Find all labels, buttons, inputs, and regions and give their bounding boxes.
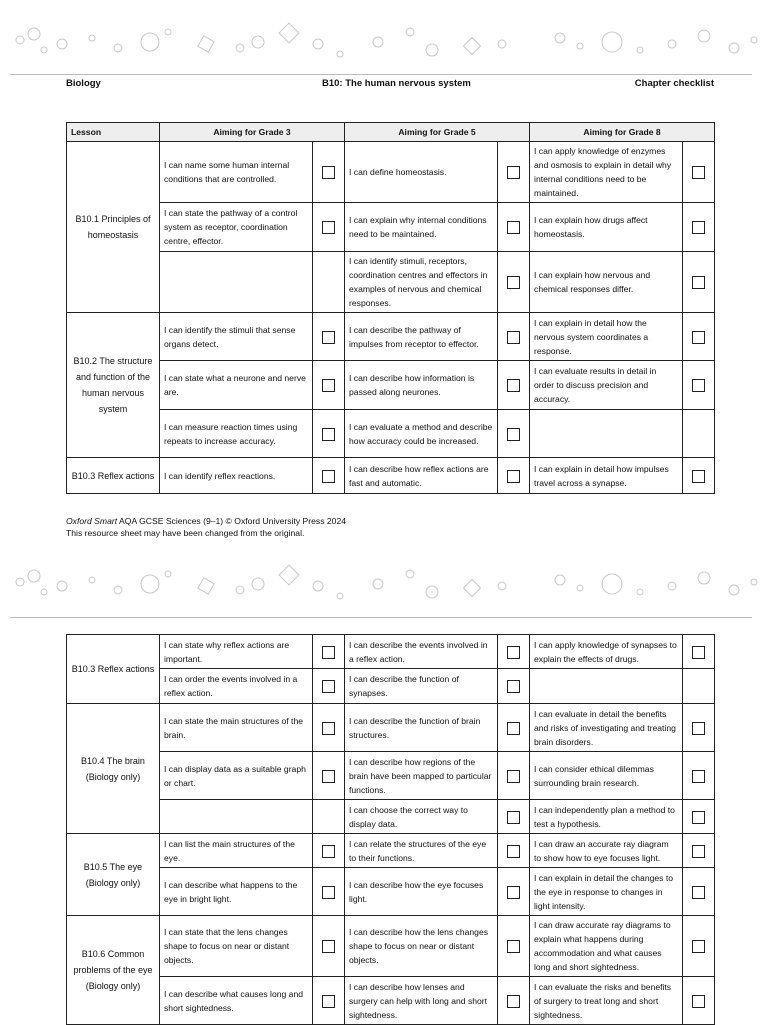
checkbox[interactable] (322, 995, 335, 1008)
table-row (67, 752, 715, 800)
checkbox[interactable] (692, 722, 705, 735)
grade3-statement: I can describe what happens to the eye in bright light. (160, 868, 313, 916)
grade3-statement (160, 252, 313, 313)
table-row (67, 635, 715, 669)
bubble-pattern-icon (0, 14, 768, 74)
grade5-statement: I can describe how regions of the brain have been mapped to particular functions. (345, 752, 498, 800)
table-row (67, 410, 715, 458)
checkbox[interactable] (322, 886, 335, 899)
checkbox[interactable] (692, 276, 705, 289)
checkbox[interactable] (507, 886, 520, 899)
doc-type-label: Chapter checklist (634, 78, 714, 89)
checkbox[interactable] (507, 845, 520, 858)
checkbox[interactable] (507, 811, 520, 824)
grade5-statement: I can explain why internal conditions need to be maintained. (345, 203, 498, 252)
checkbox[interactable] (507, 646, 520, 659)
grade5-statement: I can relate the structures of the eye to their functions. (345, 834, 498, 868)
grade3-statement: I can measure reaction times using repeats to increase accuracy. (160, 410, 313, 458)
grade8-statement: I can explain how nervous and chemical responses differ. (530, 252, 683, 313)
checklist-table-page1 (66, 122, 715, 494)
lesson-cell: B10.3 Reflex actions (67, 635, 160, 704)
checkbox[interactable] (692, 331, 705, 344)
grade3-statement: I can state that the lens changes shape to focus on near or distant objects. (160, 916, 313, 977)
grade8-statement: I can explain in detail the changes to the eye in response to changes in light intensity. (530, 868, 683, 916)
grade8-statement: I can apply knowledge of synapses to explain the effects of drugs. (530, 635, 683, 669)
table-row (67, 142, 715, 203)
checkbox[interactable] (322, 379, 335, 392)
grade8-statement: I can evaluate results in detail in order to discuss precision and accuracy. (530, 361, 683, 410)
grade8-statement (530, 410, 683, 458)
table-row (67, 669, 715, 704)
grade8-statement: I can draw accurate ray diagrams to explain what happens during accommodation and what causes long and short sightedness. (530, 916, 683, 977)
checkbox[interactable] (507, 276, 520, 289)
checkbox[interactable] (692, 646, 705, 659)
grade3-statement: I can state why reflex actions are important. (160, 635, 313, 669)
section-rule (10, 617, 752, 618)
grade5-statement: I can describe the events involved in a reflex action. (345, 635, 498, 669)
grade3-statement: I can describe what causes long and short sightedness. (160, 977, 313, 1025)
lesson-column-header: Lesson (67, 123, 160, 142)
checkbox[interactable] (692, 770, 705, 783)
table-header-row (67, 123, 715, 142)
grade8-statement: I can evaluate in detail the benefits and risks of investigating and treating brain disorders. (530, 704, 683, 752)
grade5-statement: I can choose the correct way to display data. (345, 800, 498, 834)
checkbox[interactable] (692, 845, 705, 858)
grade3-statement: I can order the events involved in a reflex action. (160, 669, 313, 704)
grade8-statement: I can consider ethical dilemmas surrounding brain research. (530, 752, 683, 800)
checkbox[interactable] (322, 428, 335, 441)
checklist-table-page2 (66, 634, 715, 1025)
checkbox[interactable] (507, 221, 520, 234)
checkbox[interactable] (322, 166, 335, 179)
grade5-statement: I can describe how reflex actions are fast and automatic. (345, 458, 498, 494)
subject-label: Biology (66, 78, 101, 89)
checkbox[interactable] (507, 722, 520, 735)
checkbox[interactable] (322, 845, 335, 858)
bubble-pattern-icon (0, 556, 768, 616)
checkbox[interactable] (322, 940, 335, 953)
table-row (67, 313, 715, 361)
checkbox[interactable] (507, 428, 520, 441)
grade3-column-header: Aiming for Grade 3 (160, 123, 345, 142)
grade5-statement: I can describe how lenses and surgery can help with long and short sightedness. (345, 977, 498, 1025)
checkbox[interactable] (692, 470, 705, 483)
checkbox[interactable] (692, 811, 705, 824)
grade5-statement: I can describe how the lens changes shape to focus on near or distant objects. (345, 916, 498, 977)
checkbox[interactable] (692, 379, 705, 392)
publisher-text: AQA GCSE Sciences (9–1) © Oxford University Press 2024 (117, 516, 347, 526)
grade5-column-header: Aiming for Grade 5 (345, 123, 530, 142)
change-notice: This resource sheet may have been changed from the original. (66, 528, 305, 538)
grade3-statement: I can name some human internal conditions that are controlled. (160, 142, 313, 203)
grade5-statement: I can describe how the eye focuses light. (345, 868, 498, 916)
table-row (67, 252, 715, 313)
lesson-cell: B10.1 Principles of homeostasis (67, 142, 160, 313)
checkbox[interactable] (507, 995, 520, 1008)
checkbox[interactable] (507, 379, 520, 392)
table-row (67, 203, 715, 252)
header-rule (10, 74, 752, 75)
checkbox[interactable] (322, 722, 335, 735)
grade5-statement: I can describe the function of brain structures. (345, 704, 498, 752)
grade8-statement: I can explain in detail how impulses travel across a synapse. (530, 458, 683, 494)
grade8-statement: I can explain in detail how the nervous system coordinates a response. (530, 313, 683, 361)
checkbox[interactable] (322, 221, 335, 234)
table-row (67, 458, 715, 494)
grade3-statement: I can identify the stimuli that sense organs detect. (160, 313, 313, 361)
checkbox[interactable] (692, 995, 705, 1008)
grade8-statement: I can evaluate the risks and benefits of surgery to treat long and short sightedness. (530, 977, 683, 1025)
grade3-statement (160, 800, 313, 834)
checkbox[interactable] (692, 166, 705, 179)
table-row (67, 834, 715, 868)
grade3-statement: I can state what a neurone and nerve are. (160, 361, 313, 410)
grade8-statement: I can draw an accurate ray diagram to show how to eye focuses light. (530, 834, 683, 868)
checkbox[interactable] (692, 940, 705, 953)
checkbox[interactable] (507, 680, 520, 693)
checkbox[interactable] (507, 940, 520, 953)
grade8-column-header: Aiming for Grade 8 (530, 123, 715, 142)
table-row (67, 977, 715, 1025)
table-row (67, 704, 715, 752)
lesson-cell: B10.4 The brain (Biology only) (67, 704, 160, 834)
grade8-statement: I can independently plan a method to test a hypothesis. (530, 800, 683, 834)
checkbox[interactable] (507, 166, 520, 179)
checkbox[interactable] (322, 680, 335, 693)
decorative-bubble-band-top (0, 14, 768, 74)
checkbox[interactable] (507, 331, 520, 344)
table-row (67, 916, 715, 977)
chapter-title: B10: The human nervous system (322, 78, 471, 89)
publisher-brand: Oxford Smart (66, 516, 118, 526)
checkbox[interactable] (322, 770, 335, 783)
grade5-statement: I can define homeostasis. (345, 142, 498, 203)
lesson-cell: B10.5 The eye (Biology only) (67, 834, 160, 916)
checkbox[interactable] (692, 886, 705, 899)
lesson-cell: B10.6 Common problems of the eye (Biology only) (67, 916, 160, 1025)
checkbox[interactable] (322, 646, 335, 659)
grade5-statement: I can identify stimuli, receptors, coordination centres and effectors in examples of nervous and chemical responses. (345, 252, 498, 313)
checkbox[interactable] (507, 470, 520, 483)
checkbox[interactable] (507, 770, 520, 783)
grade3-statement: I can state the main structures of the brain. (160, 704, 313, 752)
grade3-statement: I can list the main structures of the eye. (160, 834, 313, 868)
grade3-statement: I can state the pathway of a control system as receptor, coordination centre, effector. (160, 203, 313, 252)
table-row (67, 868, 715, 916)
grade5-statement: I can describe how information is passed along neurones. (345, 361, 498, 410)
grade3-statement: I can identify reflex reactions. (160, 458, 313, 494)
checkbox[interactable] (322, 470, 335, 483)
grade3-statement: I can display data as a suitable graph or chart. (160, 752, 313, 800)
grade8-statement: I can explain how drugs affect homeostasis. (530, 203, 683, 252)
table-row (67, 800, 715, 834)
lesson-cell: B10.2 The structure and function of the human nervous system (67, 313, 160, 458)
lesson-cell: B10.3 Reflex actions (67, 458, 160, 494)
page-footer (66, 515, 346, 539)
grade8-statement (530, 669, 683, 704)
grade5-statement: I can describe the function of synapses. (345, 669, 498, 704)
checkbox[interactable] (692, 221, 705, 234)
publisher-line (66, 515, 346, 527)
grade5-statement: I can describe the pathway of impulses from receptor to effector. (345, 313, 498, 361)
decorative-bubble-band-bottom (0, 556, 768, 616)
table-row (67, 361, 715, 410)
checkbox[interactable] (322, 331, 335, 344)
grade5-statement: I can evaluate a method and describe how accuracy could be increased. (345, 410, 498, 458)
grade8-statement: I can apply knowledge of enzymes and osmosis to explain in detail why internal conditions need to be maintained. (530, 142, 683, 203)
